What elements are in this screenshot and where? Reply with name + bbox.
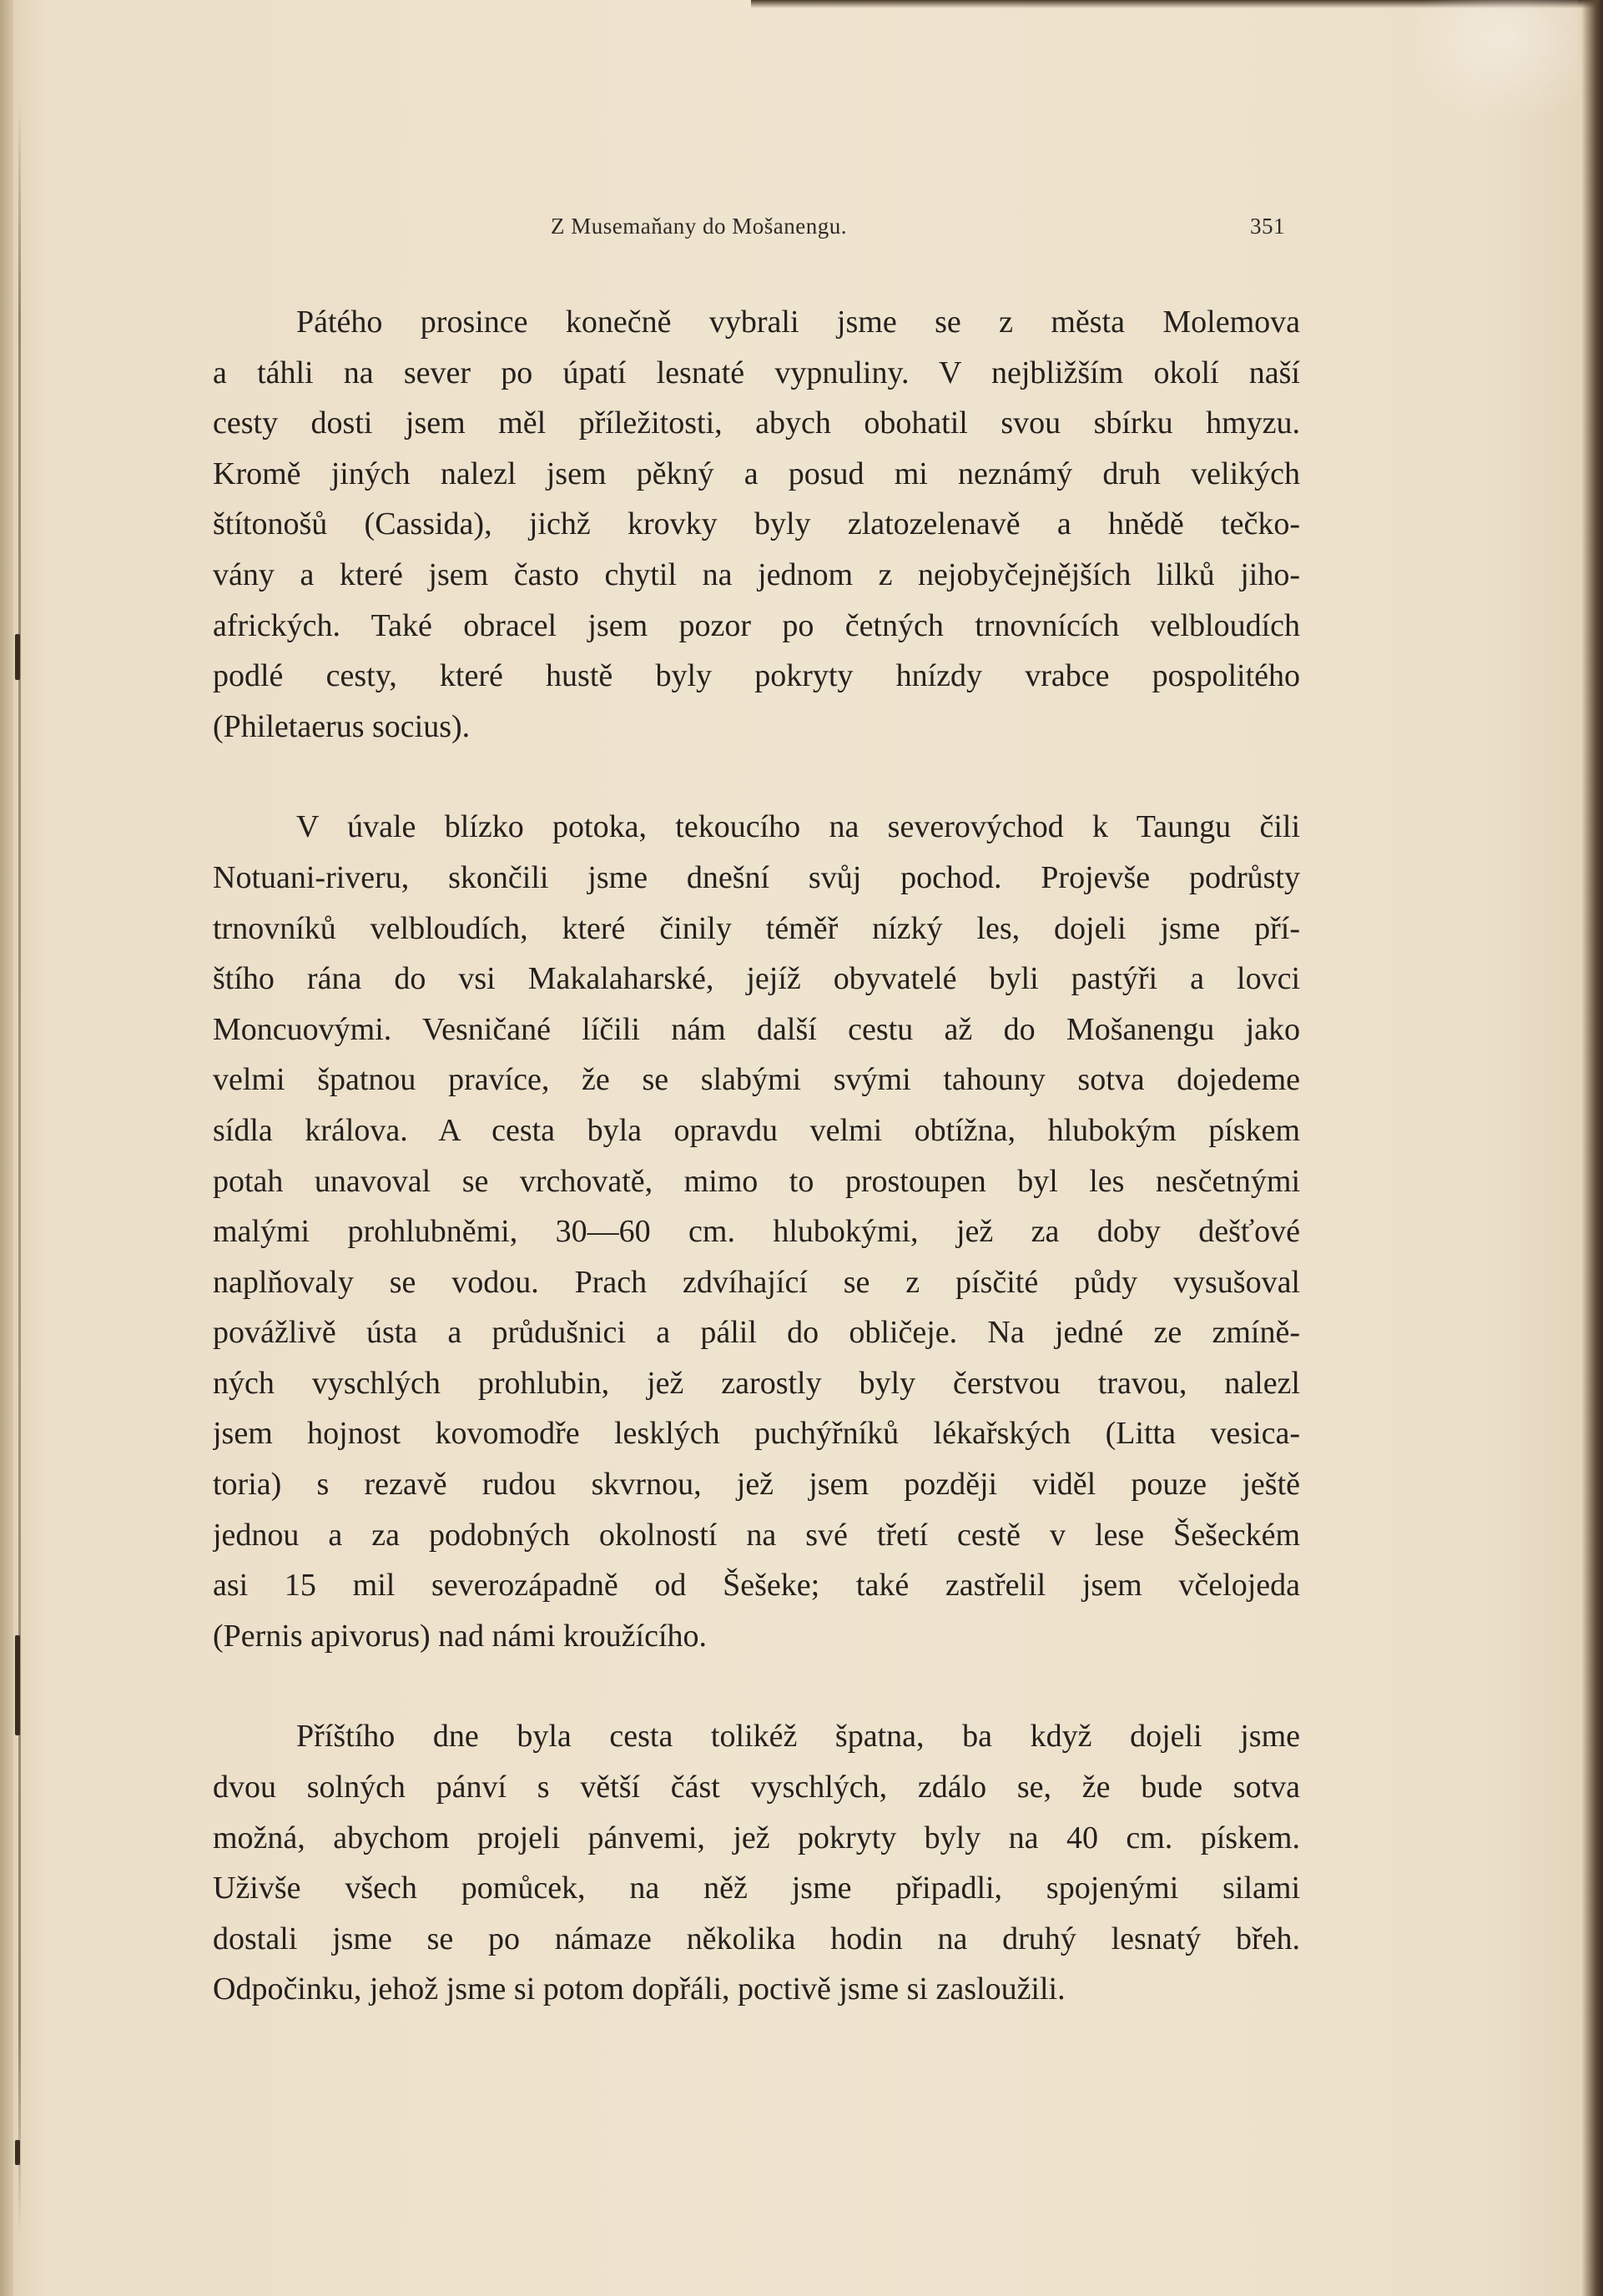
running-title: Z Musemaňany do Mošanengu. bbox=[551, 214, 847, 239]
text-line: velmi špatnou pravíce, že se slabými svými tahouny sotva dojedeme bbox=[213, 1062, 1300, 1098]
binding-mark bbox=[15, 2140, 20, 2165]
text-line: jsem hojnost kovomodře lesklých puchýřníků lékařských (Litta vesica- bbox=[213, 1416, 1300, 1452]
text-line: potah unavoval se vrchovatě, mimo to prostoupen byl les nesčetnými bbox=[213, 1163, 1300, 1199]
text-line: Pátého prosince konečně vybrali jsme se z města Molemova bbox=[296, 305, 1300, 340]
paragraph bbox=[213, 297, 1300, 752]
text-line: dostali jsme se po námaze několika hodin na druhý lesnatý břeh. bbox=[213, 1921, 1300, 1956]
text-line: podlé cesty, které hustě byly pokryty hnízdy vrabce pospolitého bbox=[213, 658, 1300, 694]
text-line: Moncuovými. Vesničané líčili nám další cestu až do Mošanengu jako bbox=[213, 1011, 1300, 1047]
text-line: Kromě jiných nalezl jsem pěkný a posud mi neznámý druh velikých bbox=[213, 456, 1300, 491]
text-line: toria) s rezavě rudou skvrnou, jež jsem později viděl pouze ještě bbox=[213, 1467, 1300, 1503]
text-line: ných vyschlých prohlubin, jež zarostly byly čerstvou travou, nalezl bbox=[213, 1365, 1300, 1401]
text-line: cesty dosti jsem měl příležitosti, abych obohatil svou sbírku hmyzu. bbox=[213, 405, 1300, 441]
binding-mark bbox=[15, 634, 20, 680]
text-line: naplňovaly se vodou. Prach zdvíhající se z písčité půdy vysušoval bbox=[213, 1264, 1300, 1300]
text-line: povážlivě ústa a průdušnici a pálil do obličeje. Na jedné ze zmíně- bbox=[213, 1315, 1300, 1351]
text-line: asi 15 mil severozápadně od Šešeke; také zastřelil jsem včelojeda bbox=[213, 1568, 1300, 1604]
text-line: sídla králova. A cesta byla opravdu velmi obtížna, hlubokým pískem bbox=[213, 1112, 1300, 1148]
text-line: možná, abychom projeli pánvemi, jež pokryty byly na 40 cm. pískem. bbox=[213, 1820, 1300, 1855]
binding-mark bbox=[15, 1635, 20, 1735]
text-line: afrických. Také obracel jsem pozor po četných trnovnících velbloudích bbox=[213, 607, 1300, 643]
running-header bbox=[551, 214, 1285, 247]
text-line: V úvale blízko potoka, tekoucího na severovýchod k Taungu čili bbox=[296, 809, 1300, 845]
text-line: štítonošů (Cassida), jichž krovky byly zlatozelenavě a hnědě tečko- bbox=[213, 506, 1300, 542]
text-line: (Pernis apivorus) nad námi kroužícího. bbox=[213, 1618, 708, 1654]
right-edge-shadow bbox=[1581, 0, 1603, 2296]
text-line: štího rána do vsi Makalaharské, jejíž obyvatelé byli pastýři a lovci bbox=[213, 961, 1300, 997]
text-line: Uživše všech pomůcek, na něž jsme připadli, spojenými silami bbox=[213, 1871, 1300, 1906]
body-text bbox=[213, 297, 1300, 2015]
text-line: (Philetaerus socius). bbox=[213, 708, 471, 744]
text-line: Odpočinku, jehož jsme si potom dopřáli, poctivě jsme si zasloužili. bbox=[213, 1971, 1066, 2007]
text-line: malými prohlubněmi, 30—60 cm. hlubokými, jež za doby dešťové bbox=[213, 1214, 1300, 1250]
paragraph bbox=[213, 802, 1300, 1661]
text-line: vány a které jsem často chytil na jednom z nejobyčejnějších lilků jiho- bbox=[213, 556, 1300, 592]
paragraph bbox=[213, 1711, 1300, 2015]
text-line: Notuani-riveru, skončili jsme dnešní svůj pochod. Projevše podrůsty bbox=[213, 859, 1300, 895]
binding-line bbox=[18, 100, 21, 2236]
page-stain bbox=[1411, 0, 1578, 125]
binding-edge bbox=[0, 0, 13, 2296]
page-number: 351 bbox=[1250, 214, 1285, 239]
text-line: a táhli na sever po úpatí lesnaté vypnuliny. V nejbližším okolí naší bbox=[213, 355, 1300, 390]
text-line: Příštího dne byla cesta tolikéž špatna, ba když dojeli jsme bbox=[296, 1719, 1300, 1755]
text-line: dvou solných pánví s větší část vyschlých, zdálo se, že bude sotva bbox=[213, 1770, 1300, 1805]
text-line: trnovníků velbloudích, které činily téměř nízký les, dojeli jsme pří- bbox=[213, 910, 1300, 946]
text-line: jednou a za podobných okolností na své třetí cestě v lese Šešeckém bbox=[213, 1517, 1300, 1553]
